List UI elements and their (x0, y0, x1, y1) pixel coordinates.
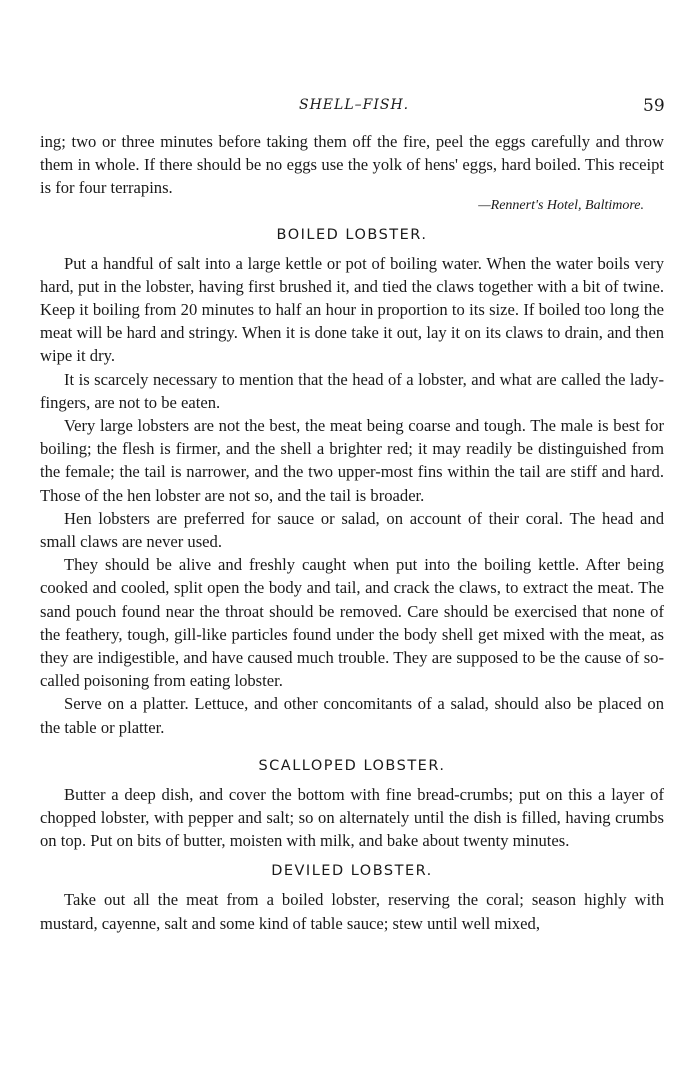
paragraph: Take out all the meat from a boiled lobster, reserving the coral; season highly with mustard, cayenne, salt and some kind of table sauce; stew until well mixed, (40, 890, 664, 933)
page-body (40, 130, 664, 935)
paragraph: It is scarcely necessary to mention that the head of a lobster, and what are called the lady-fingers, are not to be eaten. (40, 369, 664, 412)
section-heading-deviled-lobster: DEVILED LOBSTER. (271, 863, 433, 880)
intro-paragraph: ing; two or three minutes before taking them off the fire, peel the eggs carefully and throw them in whole. If there should be no eggs use the yolk of hens' eggs, hard boiled. This receipt is for four terrapins. (40, 132, 664, 198)
paragraph: Very large lobsters are not the best, the meat being coarse and tough. The male is best for boiling; the flesh is firmer, and the shell a brighter red; it may readily be distinguished from the female; the tail is narrower, and the two upper-most fins within the tail are stiff and hard. Those of the hen lobster are not so, and the tail is broader. (40, 416, 664, 505)
section-heading-boiled-lobster: BOILED LOBSTER. (276, 226, 428, 243)
paragraph: Hen lobsters are preferred for sauce or salad, on account of their coral. The head and small claws are never used. (40, 508, 664, 552)
paragraph: They should be alive and freshly caught when put into the boiling kettle. After being cooked and cooled, split open the body and tail, and crack the claws, to extract the meat. The sand pouch found near the throat should be removed. Care should be exercised that none of the feathery, tough, gill-like particles found under the body shell get mixed with the meat, as they are indigestible, and have caused much trouble. They are supposed to be the cause of so-called poisoning from eating lobster. (40, 555, 664, 691)
paragraph: Serve on a platter. Lettuce, and other concomitants of a salad, should also be placed on the table or platter. (40, 694, 664, 737)
recipe-attribution: —Rennert's Hotel, Baltimore. (478, 197, 644, 213)
section-heading-scalloped-lobster: SCALLOPED LOBSTER. (258, 757, 446, 774)
running-head: SHELL–FISH. (299, 97, 410, 113)
page-number: 59 (643, 96, 665, 116)
paragraph: Put a handful of salt into a large kettle or pot of boiling water. When the water boils very hard, put in the lobster, having first brushed it, and tied the claws together with a bit of twine. Keep it boiling from 20 minutes to half an hour in proportion to its size. If boiled too long the meat will be hard and stringy. When it is done take it out, lay it on its claws to drain, and then wipe it dry. (40, 253, 664, 366)
paragraph: Butter a deep dish, and cover the bottom with fine bread-crumbs; put on this a layer of chopped lobster, with pepper and salt; so on alternately until the dish is filled, having crumbs on top. Put on bits of butter, moisten with milk, and bake about twenty minutes. (40, 784, 664, 851)
